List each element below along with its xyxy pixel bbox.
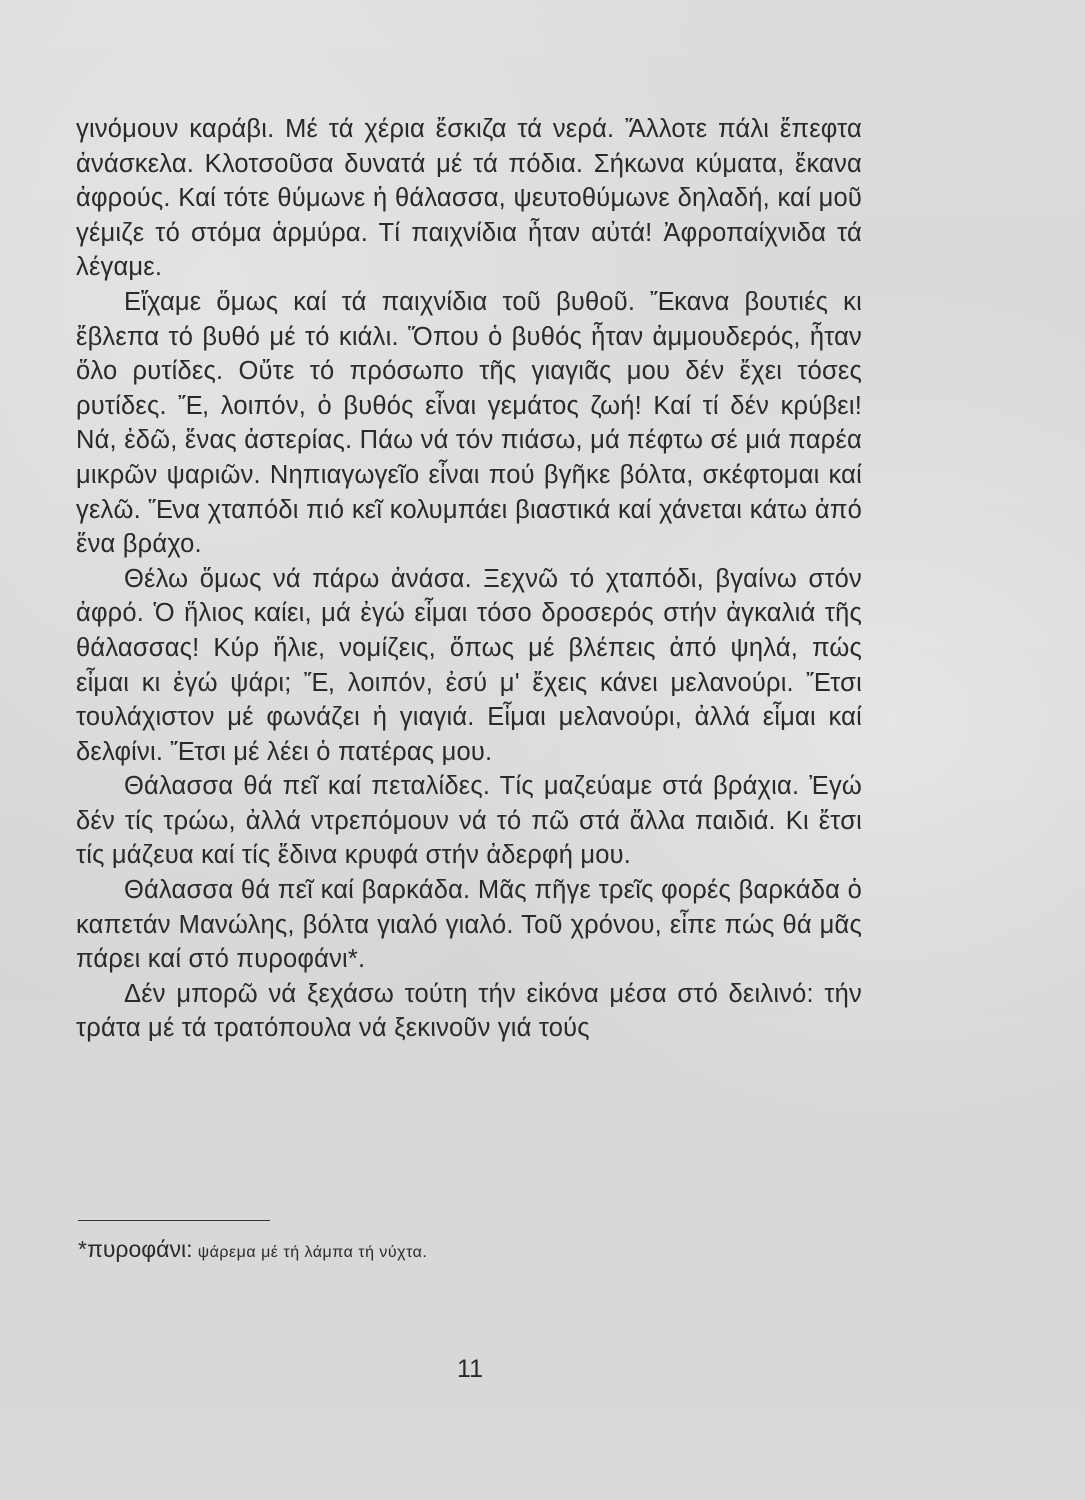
- paragraph-1: γινόμουν καράβι. Μέ τά χέρια ἔσκιζα τά νερά. Ἄλλοτε πάλι ἔπεφτα ἀνάσκελα. Κλοτσοῦσα δυνατά μέ τά πόδια. Σήκωνα κύματα, ἔκανα ἀφρούς. Καί τότε θύμωνε ἡ θάλασσα, ψευτοθύμωνε δηλαδή, καί μοῦ γέμιζε τό στόμα ἁρμύρα. Τί παιχνίδια ἦταν αὐτά! Ἀφροπαίχνιδα τά λέγαμε.: [76, 115, 862, 282]
- paragraph-5: Θάλασσα θά πεῖ καί βαρκάδα. Μᾶς πῆγε τρεῖς φορές βαρκάδα ὁ καπετάν Μανώλης, βόλτα γιαλό γιαλό. Τοῦ χρόνου, εἶπε πώς θά μᾶς πάρει καί στό πυροφάνι*.: [76, 876, 862, 974]
- footnote-definition: ψάρεμα μέ τή λάμπα τή νύχτα.: [197, 1244, 428, 1261]
- paragraph-2: Εἴχαμε ὅμως καί τά παιχνίδια τοῦ βυθοῦ. Ἔκανα βουτιές κι ἔβλεπα τό βυθό μέ τό κιάλι. Ὅπου ὁ βυθός ἦταν ἀμμουδερός, ἦταν ὅλο ρυτίδες. Οὔτε τό πρόσωπο τῆς γιαγιᾶς μου δέν ἔχει τόσες ρυτίδες. Ἔ, λοιπόν, ὁ βυθός εἶναι γεμάτος ζωή! Καί τί δέν κρύβει! Νά, ἐδῶ, ἕνας ἀστερίας. Πάω νά τόν πιάσω, μά πέφτω σέ μιά παρέα μικρῶν ψαριῶν. Νηπιαγωγεῖο εἶναι πού βγῆκε βόλτα, σκέφτομαι καί γελῶ. Ἕνα χταπόδι πιό κεῖ κολυμπάει βιαστικά καί χάνεται κάτω ἀπό ἕνα βράχο.: [76, 287, 862, 559]
- paragraph-3: Θέλω ὅμως νά πάρω ἀνάσα. Ξεχνῶ τό χταπόδι, βγαίνω στόν ἀφρό. Ὁ ἥλιος καίει, μά ἐγώ εἶμαι τόσο δροσερός στήν ἀγκαλιά τῆς θάλασσας! Κύρ ἥλιε, νομίζεις, ὅπως μέ βλέπεις ἀπό ψηλά, πώς εἶμαι κι ἐγώ ψάρι; Ἔ, λοιπόν, ἐσύ μ' ἔχεις κάνει μελανούρι. Ἔτσι τουλάχιστον μέ φωνάζει ἡ γιαγιά. Εἶμαι μελανούρι, ἀλλά εἶμαι καί δελφίνι. Ἔτσι μέ λέει ὁ πατέρας μου.: [76, 564, 862, 766]
- footnote-divider: [78, 1220, 270, 1221]
- paragraph-6: Δέν μπορῶ νά ξεχάσω τούτη τήν εἰκόνα μέσα στό δειλινό: τήν τράτα μέ τά τρατόπουλα νά ξεκινοῦν γιά τούς: [76, 979, 862, 1043]
- page-number: 11: [457, 1355, 483, 1383]
- paragraph-4: Θάλασσα θά πεῖ καί πεταλίδες. Τίς μαζεύαμε στά βράχια. Ἐγώ δέν τίς τρώω, ἀλλά ντρεπόμουν νά τό πῶ στά ἄλλα παιδιά. Κι ἔτσι τίς μάζευα καί τίς ἔδινα κρυφά στήν ἀδερφή μου.: [76, 772, 862, 870]
- footnote: [78, 1236, 427, 1266]
- footnote-term: *πυροφάνι:: [78, 1236, 193, 1262]
- body-text: [76, 112, 862, 1046]
